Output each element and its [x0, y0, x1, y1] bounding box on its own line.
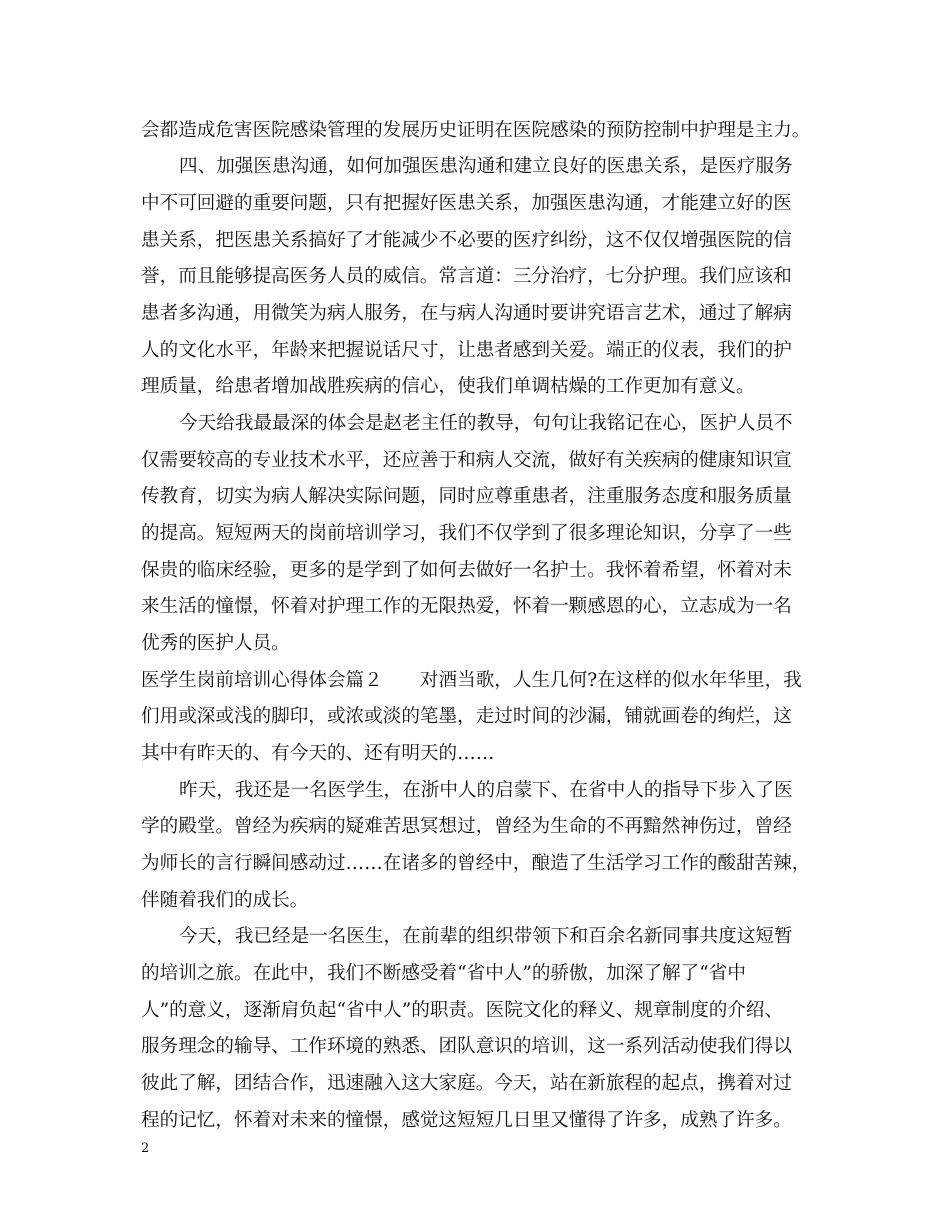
- body-text-line: 程的记忆，怀着对未来的憧憬，感觉这短短几日里又懂得了许多，成熟了许多。: [141, 1110, 792, 1131]
- body-text-line: 的提高。短短两天的岗前培训学习，我们不仅学到了很多理论知识，分享了一些: [141, 523, 792, 544]
- body-text-line: 传教育，切实为病人解决实际问题，同时应尊重患者，注重服务态度和服务质量: [141, 486, 792, 507]
- body-text-line: 优秀的医护人员。: [141, 633, 290, 654]
- body-text-line: 仅需要较高的专业技术水平，还应善于和病人交流，做好有关疾病的健康知识宣: [141, 450, 792, 471]
- body-text-line: 服务理念的输导、工作环境的熟悉、团队意识的培训，这一系列活动使我们得以: [141, 1036, 792, 1057]
- body-text-line: 人的文化水平，年龄来把握说话尺寸，让患者感到关爱。端正的仪表，我们的护: [141, 340, 792, 361]
- paragraph-start-line: 今天，我已经是一名医生，在前辈的组织带领下和百余名新同事共度这短暂: [179, 926, 793, 947]
- body-text-line: 理质量，给患者增加战胜疾病的信心，使我们单调枯燥的工作更加有意义。: [141, 376, 755, 397]
- body-text-line: 其中有昨天的、有今天的、还有明天的……: [141, 743, 495, 764]
- paragraph-start-line: 今天给我最最深的体会是赵老主任的教导，句句让我铭记在心，医护人员不: [179, 413, 793, 434]
- body-text-line: 患者多沟通，用微笑为病人服务，在与病人沟通时要讲究语言艺术，通过了解病: [141, 303, 792, 324]
- paragraph-start-line: 昨天，我还是一名医学生，在浙中人的启蒙下、在省中人的指导下步入了医: [179, 780, 793, 801]
- body-text-line: 会都造成危害医院感染管理的发展历史证明在医院感染的预防控制中护理是主力。: [141, 120, 811, 141]
- body-text-line: 彼此了解，团结合作，迅速融入这大家庭。今天，站在新旅程的起点，携着对过: [141, 1073, 792, 1094]
- body-text-line: 学的殿堂。曾经为疾病的疑难苦思冥想过，曾经为生命的不再黯然神伤过，曾经: [141, 816, 792, 837]
- body-text-line: 的培训之旅。在此中，我们不断感受着“省中人”的骄傲，加深了解了“省中: [141, 963, 746, 984]
- body-text-line: 伴随着我们的成长。: [141, 890, 309, 911]
- section-heading-line: 医学生岗前培训心得体会篇２ 对酒当歌，人生几何?在这样的似水年华里，我: [141, 670, 802, 691]
- body-text-line: 誉，而且能够提高医务人员的威信。常言道：三分治疗，七分护理。我们应该和: [141, 266, 792, 287]
- body-text-line: 保贵的临床经验，更多的是学到了如何去做好一名护士。我怀着希望，怀着对未: [141, 560, 792, 581]
- body-text-line: 患关系，把医患关系搞好了才能减少不必要的医疗纠纷，这不仅仅增强医院的信: [141, 230, 792, 251]
- body-text-line: 为师长的言行瞬间感动过……在诸多的曾经中，酿造了生活学习工作的酸甜苦辣，: [141, 853, 811, 874]
- body-text-line: 中不可回避的重要问题，只有把握好医患关系，加强医患沟通，才能建立好的医: [141, 193, 792, 214]
- body-text-line: 来生活的憧憬，怀着对护理工作的无限热爱，怀着一颗感恩的心，立志成为一名: [141, 596, 792, 617]
- paragraph-start-line: 四、加强医患沟通，如何加强医患沟通和建立良好的医患关系，是医疗服务: [179, 156, 793, 177]
- body-text-line: 们用或深或浅的脚印，或浓或淡的笔墨，走过时间的沙漏，铺就画卷的绚烂，这: [141, 706, 792, 727]
- body-text-line: 人”的意义，逐渐肩负起“省中人”的职责。医院文化的释义、规章制度的介绍、: [141, 1000, 784, 1021]
- page-number: 2: [141, 1141, 150, 1156]
